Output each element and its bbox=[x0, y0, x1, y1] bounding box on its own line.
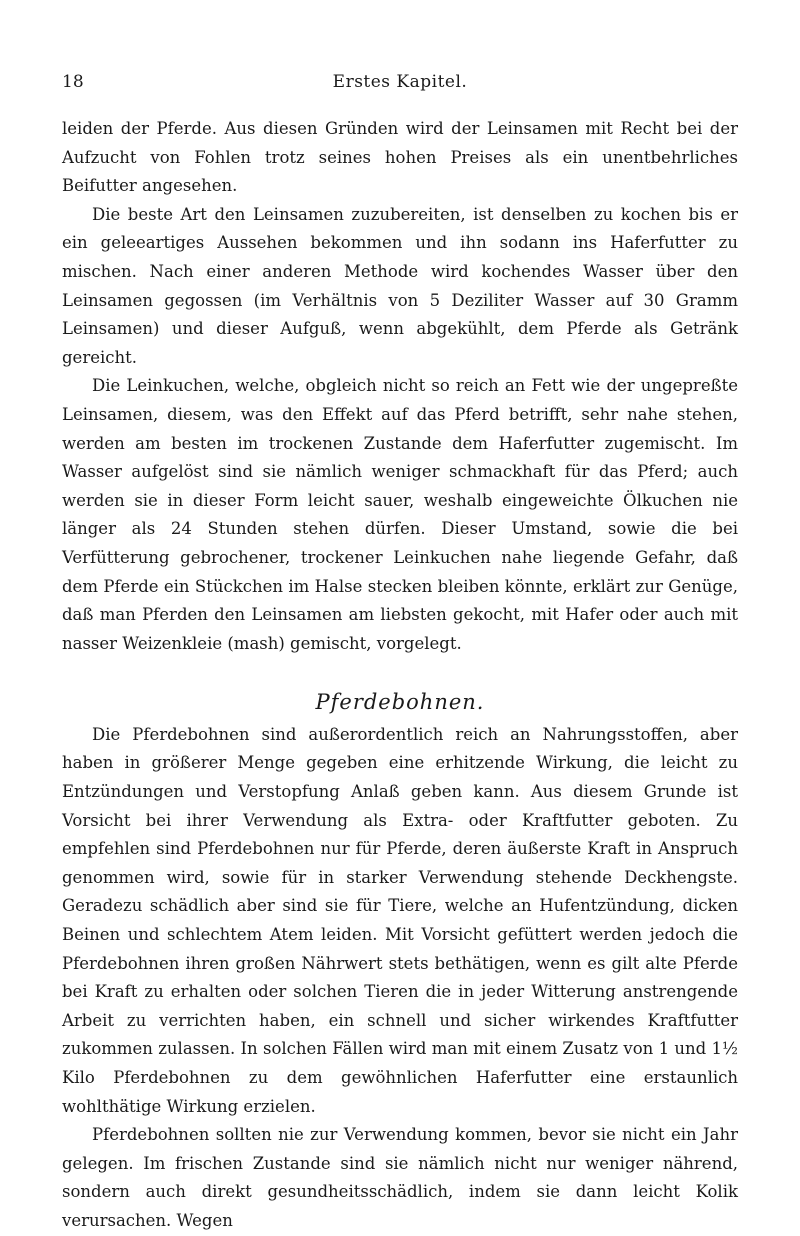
page-number: 18 bbox=[62, 72, 84, 92]
paragraph: Die beste Art den Leinsamen zuzubereiten, ist denselben zu kochen bis er ein geleeartiges Aussehen bekommen und ihn sodann ins Haferfutter zu mischen. Nach einer anderen Methode wird kochendes Wasser über den Leinsamen gegossen (im Verhältnis von 5 Deziliter Wasser auf 30 Gramm Leinsamen) und dieser Aufguß, wenn abgekühlt, dem Pferde als Getränk gereicht. bbox=[62, 204, 738, 367]
paragraph: leiden der Pferde. Aus diesen Gründen wird der Leinsamen mit Recht bei der Aufzucht von Fohlen trotz seines hohen Preises als ein unentbehrliches Beifutter angesehen. bbox=[62, 119, 738, 196]
body-text bbox=[62, 115, 738, 1236]
section-heading: Pferdebohnen. bbox=[315, 690, 485, 715]
paragraph: Die Pferdebohnen sind außerordentlich reich an Nahrungsstoffen, aber haben in größerer Menge gegeben eine erhitzende Wirkung, die leicht zu Entzündungen und Verstopfung Anlaß geben kann. Aus diesem Grunde ist Vorsicht bei ihrer Verwendung als Extra- oder Kraftfutter geboten. Zu empfehlen sind Pferdebohnen nur für Pferde, deren äußerste Kraft in Anspruch genommen wird, sowie für in starker Verwendung stehende Deckhengste. Geradezu schädlich aber sind sie für Tiere, welche an Hufentzündung, dicken Beinen und schlechtem Atem leiden. Mit Vorsicht gefüttert werden jedoch die Pferdebohnen ihren großen Nährwert stets bethätigen, wenn es gilt alte Pferde bei Kraft zu erhalten oder solchen Tieren die in jeder Witterung anstrengende Arbeit zu verrichten haben, ein schnell und sicher wirkendes Kraftfutter zukommen zulassen. In solchen Fällen wird man mit einem Zusatz von 1 und 1½ Kilo Pferdebohnen zu dem gewöhnlichen Haferfutter eine erstaunlich wohlthätige Wirkung erzielen. bbox=[62, 724, 738, 1116]
page-header bbox=[62, 72, 738, 96]
running-head: Erstes Kapitel. bbox=[332, 72, 468, 92]
paragraph: Pferdebohnen sollten nie zur Verwendung kommen, bevor sie nicht ein Jahr gelegen. Im frischen Zustande sind sie nämlich nicht nur weniger nährend, sondern auch direkt gesundheitsschädlich, indem sie dann leicht Kolik verursachen. Wegen bbox=[62, 1125, 738, 1230]
paragraph: Die Leinkuchen, welche, obgleich nicht so reich an Fett wie der ungepreßte Leinsamen, diesem, was den Effekt auf das Pferd betrifft, sehr nahe stehen, werden am besten im trockenen Zustande dem Haferfutter zugemischt. Im Wasser aufgelöst sind sie nämlich weniger schmackhaft für das Pferd; auch werden sie in dieser Form leicht sauer, weshalb eingeweichte Ölkuchen nie länger als 24 Stunden stehen dürfen. Dieser Umstand, sowie die bei Verfütterung gebrochener, trockener Leinkuchen nahe liegende Gefahr, daß dem Pferde ein Stückchen im Halse stecken bleiben könnte, erklärt zur Genüge, daß man Pferden den Leinsamen am liebsten gekocht, mit Hafer oder auch mit nasser Weizenkleie (mash) gemischt, vorgelegt. bbox=[62, 376, 738, 653]
